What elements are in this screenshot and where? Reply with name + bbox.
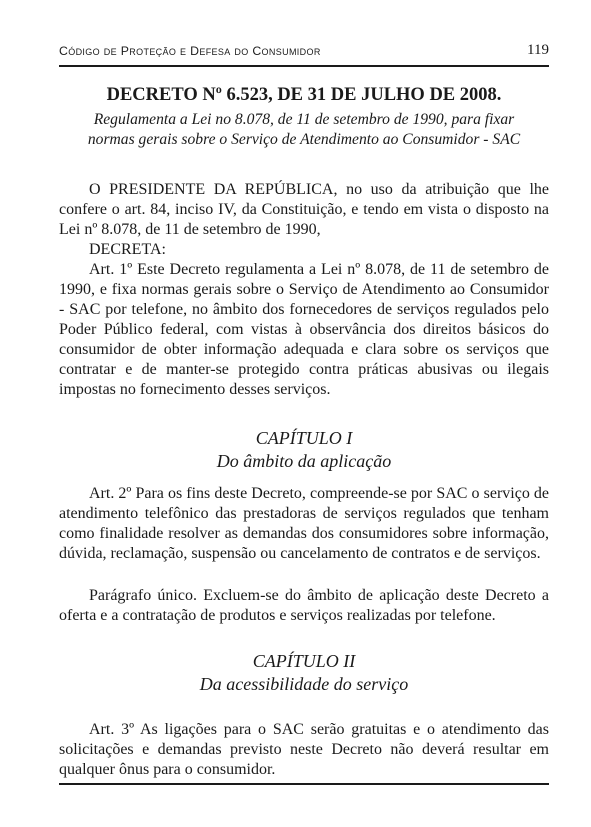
paragrafo-unico: Parágrafo único. Excluem-se do âmbito de aplicação deste Decreto a oferta e a contratação de produtos e serviços realizadas por telefone. bbox=[59, 587, 549, 624]
chapter-2-name: Da acessibilidade do serviço bbox=[199, 674, 409, 694]
footer-rule bbox=[59, 783, 549, 785]
page-header bbox=[59, 40, 549, 66]
article-1: Art. 1º Este Decreto regulamenta a Lei nº 8.078, de 11 de setembro de 1990, e fixa normas gerais sobre o Serviço de Atendimento ao Consumidor - SAC por telefone, no âmbito dos fornecedores de serviços regulados pelo Poder Público federal, com vistas à observância dos direitos básicos do consumidor de obter informação adequada e clara sobre os serviços que contratar e de manter-se protegido contra práticas abusivas ou ilegais impostas no fornecimento desses serviços. bbox=[59, 261, 549, 398]
decree-subtitle: Regulamenta a Lei no 8.078, de 11 de setembro de 1990, para fixar normas gerais sobre o Serviço de Atendimento ao Consumidor - SAC bbox=[87, 111, 521, 148]
chapter-2-label: CAPÍTULO II bbox=[252, 651, 356, 671]
article-2: Art. 2º Para os fins deste Decreto, compreende-se por SAC o serviço de atendimento telefônico das prestadoras de serviços regulados que tenham como finalidade resolver as demandas dos consumidores sobre informação, dúvida, reclamação, suspensão ou cancelamento de contratos e de serviços. bbox=[59, 485, 549, 562]
decreta-line: DECRETA: bbox=[89, 241, 166, 258]
header-rule bbox=[59, 65, 549, 67]
decree-title: DECRETO Nº 6.523, DE 31 DE JULHO DE 2008. bbox=[106, 85, 502, 105]
chapter-1-name: Do âmbito da aplicação bbox=[216, 451, 392, 471]
article-3: Art. 3º As ligações para o SAC serão gratuitas e o atendimento das solicitações e demandas previsto neste Decreto não deverá resultar em qualquer ônus para o consumidor. bbox=[59, 721, 549, 778]
running-head: Código de Proteção e Defesa do Consumidor bbox=[59, 44, 321, 58]
preamble-paragraph: O PRESIDENTE DA REPÚBLICA, no uso da atribuição que lhe confere o art. 84, inciso IV, da Constituição, e tendo em vista o disposto na Lei nº 8.078, de 11 de setembro de 1990, bbox=[59, 181, 549, 238]
chapter-1-label: CAPÍTULO I bbox=[255, 428, 353, 448]
page-number: 119 bbox=[527, 42, 549, 58]
